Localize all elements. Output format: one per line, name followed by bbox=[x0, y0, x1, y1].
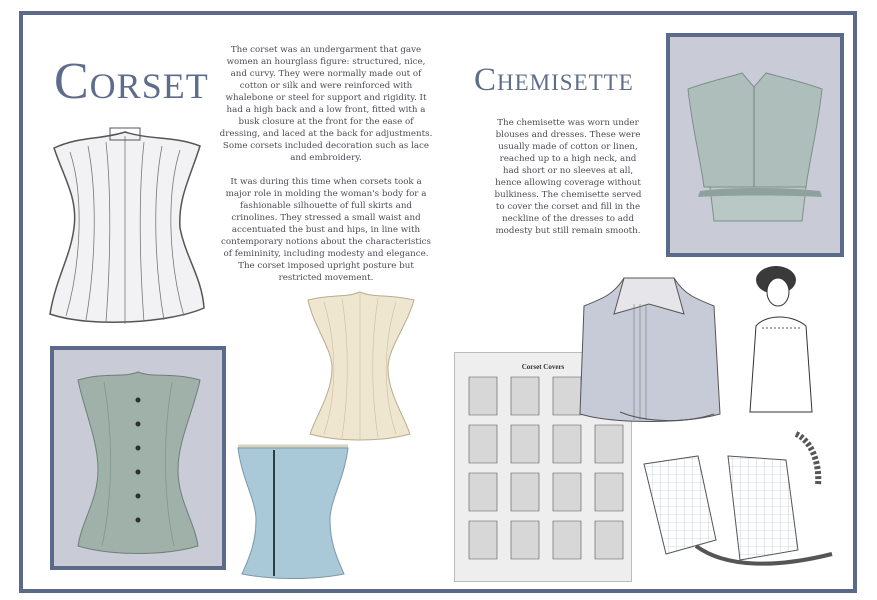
cream-corset-photo bbox=[302, 288, 418, 444]
corset-text bbox=[218, 44, 434, 296]
chemisette-text bbox=[492, 117, 644, 249]
catalog-header: Corset Covers bbox=[521, 363, 565, 371]
woman-illustration bbox=[742, 262, 838, 422]
green-corset-photo bbox=[50, 346, 226, 570]
blue-corset-photo bbox=[234, 440, 352, 580]
corset-sketch-image bbox=[40, 118, 210, 336]
corset-paragraph-1: The corset was an undergarment that gave women an hourglass figure: structured, nice, and curvy. They were normally made out of cotton or silk and were reinforced with whalebone or steel for support and rigidity. It had a high back and a low front, fitted with a busk closure at the front for the ease of dressing, and laced at the back for adjustments. Some corsets included decoration such as lace and embroidery. bbox=[219, 45, 433, 163]
corset-paragraph-2: It was during this time when corsets took a major role in molding the woman's body for a fashionable silhouette of full skirts and crinolines. They stressed a small waist and accentuated the bust and hips, in line with contemporary notions about the characteristics of femininity, including modesty and elegance. The corset imposed upright posture but restricted movement. bbox=[221, 177, 431, 283]
lace-chemisette-image bbox=[574, 264, 724, 460]
corset-title: Corset bbox=[54, 53, 209, 110]
chemisette-title: Chemisette bbox=[474, 62, 634, 98]
chemisette-photo bbox=[666, 33, 844, 257]
lace-strip-image bbox=[790, 430, 826, 490]
chemisette-paragraph: The chemisette was worn under blouses and dresses. These were usually made of cotton or linen, reached up to a high neck, and had short or no sleeves at all, hence allowing coverage without bulkiness. The chemisette served to cover the corset and fill in the neckline of the dresses to add modesty but still remain smooth. bbox=[494, 118, 642, 236]
